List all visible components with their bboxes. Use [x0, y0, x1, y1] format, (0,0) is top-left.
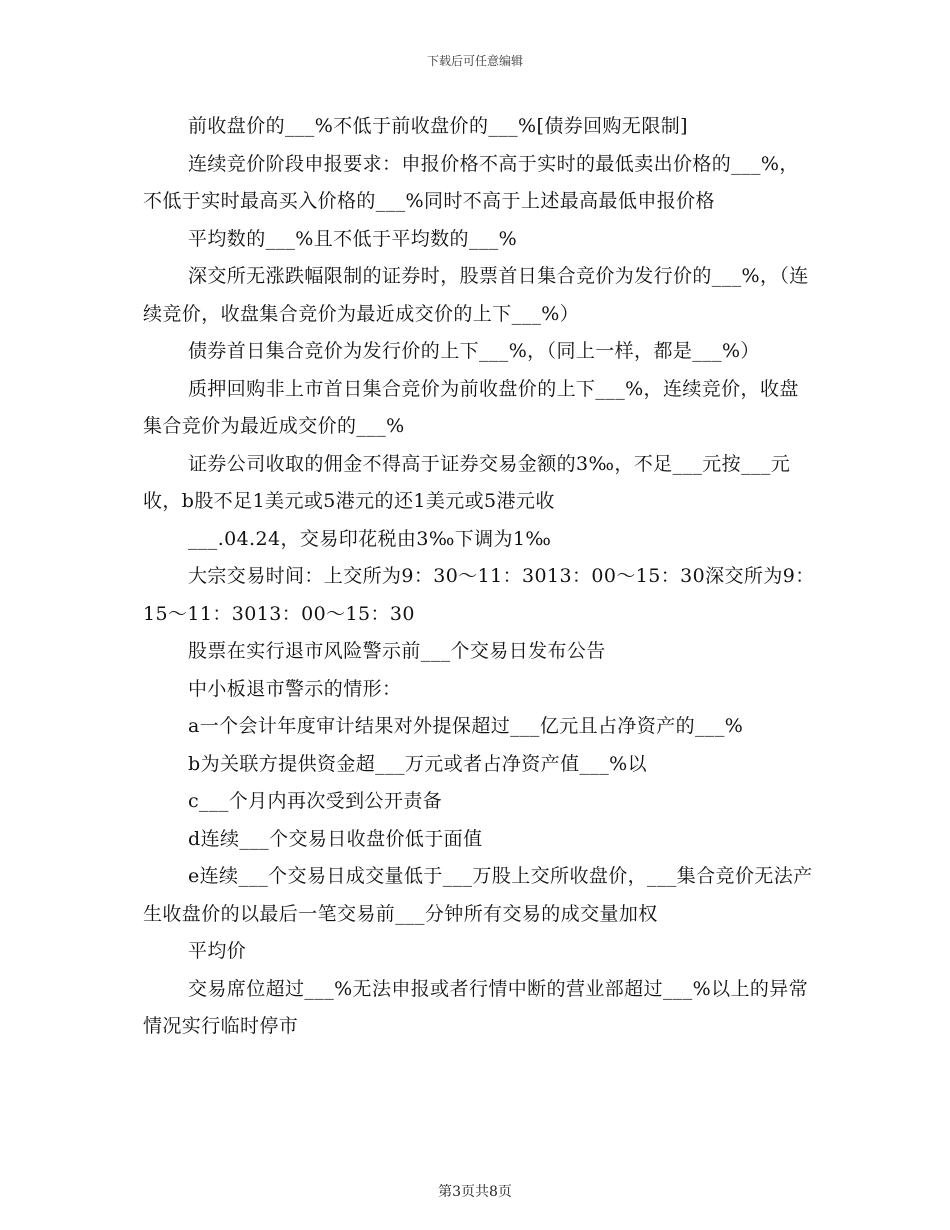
paragraph: 大宗交易时间：上交所为9：30～11：3013：00～15：30深交所为9：15～11：3013：00～15：30	[143, 565, 815, 625]
paragraph: 股票在实行退市风险警示前___个交易日发布公告	[188, 640, 606, 662]
paragraph: ___.04.24，交易印花税由3‰下调为1‰	[188, 527, 552, 550]
paragraph: 平均价	[188, 940, 247, 962]
paragraph: c___个月内再次受到公开责备	[188, 790, 443, 812]
paragraph: 平均数的___%且不低于平均数的___%	[188, 227, 518, 250]
paragraph: b为关联方提供资金超___万元或者占净资产值___%以	[188, 752, 648, 775]
paragraph: 中小板退市警示的情形：	[188, 677, 402, 700]
paragraph: a一个会计年度审计结果对外提保超过___亿元且占净资产的___%	[188, 715, 744, 737]
paragraph: 债券首日集合竞价为发行价的上下___%，（同上一样，都是___%）	[188, 340, 760, 362]
paragraph: 连续竞价阶段申报要求：申报价格不高于实时的最低卖出价格的___%，不低于实时最高买入价格的___%同时不高于上述最高最低申报价格	[143, 152, 799, 212]
document-body	[143, 108, 818, 1046]
paragraph: 前收盘价的___%不低于前收盘价的___%[债券回购无限制]	[188, 115, 688, 137]
page-header: 下载后可任意编辑	[426, 54, 523, 68]
paragraph: e连续___个交易日成交量低于___万股上交所收盘价，___集合竞价无法产生收盘价的以最后一笔交易前___分钟所有交易的成交量加权	[143, 865, 813, 925]
paragraph: 证券公司收取的佣金不得高于证券交易金额的3‰，不足___元按___元收，b股不足1美元或5港元的还1美元或5港元收	[143, 452, 791, 512]
paragraph: 质押回购非上市首日集合竞价为前收盘价的上下___%，连续竞价，收盘集合竞价为最近成交价的___%	[143, 377, 799, 437]
paragraph: d连续___个交易日收盘价低于面值	[188, 827, 483, 850]
paragraph: 深交所无涨跌幅限制的证券时，股票首日集合竞价为发行价的___%，（连续竞价，收盘集合竞价为最近成交价的上下___%）	[143, 265, 809, 325]
page-footer: 第3页共8页	[438, 1184, 512, 1200]
paragraph: 交易席位超过___%无法申报或者行情中断的营业部超过___%以上的异常情况实行临时停市	[143, 977, 809, 1037]
